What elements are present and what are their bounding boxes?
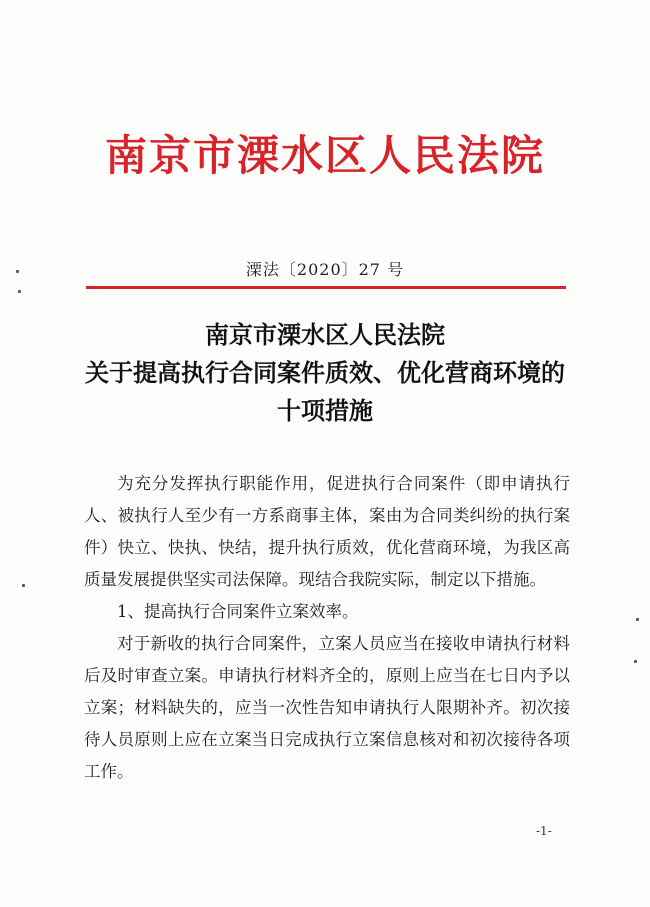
margin-mark [636,618,639,621]
intro-paragraph: 为充分发挥执行职能作用，促进执行合同案件（即申请执行人、被执行人至少有一方系商事主体，案由为合同类纠纷的执行案件）快立、快执、快结，提升执行质效，优化营商环境，为我区高质量发展提供坚实司法保障。现结合我院实际，制定以下措施。 [84,474,570,589]
red-divider-line [86,286,566,289]
page-number: -1- [536,824,552,838]
court-name-header: 南京市溧水区人民法院 [104,131,545,180]
title-line-3: 十项措施 [277,396,373,425]
title-line-2: 关于提高执行合同案件质效、优化营商环境的 [85,358,565,387]
document-number: 溧法〔2020〕27 号 [245,260,405,279]
item-1-heading: 1、提高执行合同案件立案效率。 [117,602,359,621]
margin-mark [22,584,25,587]
document-title [0,316,650,430]
document-body [84,468,570,788]
item-1-paragraph: 对于新收的执行合同案件，立案人员应当在接收申请执行材料后及时审查立案。申请执行材料齐全的，原则上应当在七日内予以立案；材料缺失的，应当一次性告知申请执行人限期补齐。初次接待人员原则上应在立案当日完成执行立案信息核对和初次接待各项工作。 [84,634,570,781]
title-line-1: 南京市溧水区人民法院 [205,320,445,349]
margin-mark [18,290,21,293]
margin-mark [634,660,637,663]
